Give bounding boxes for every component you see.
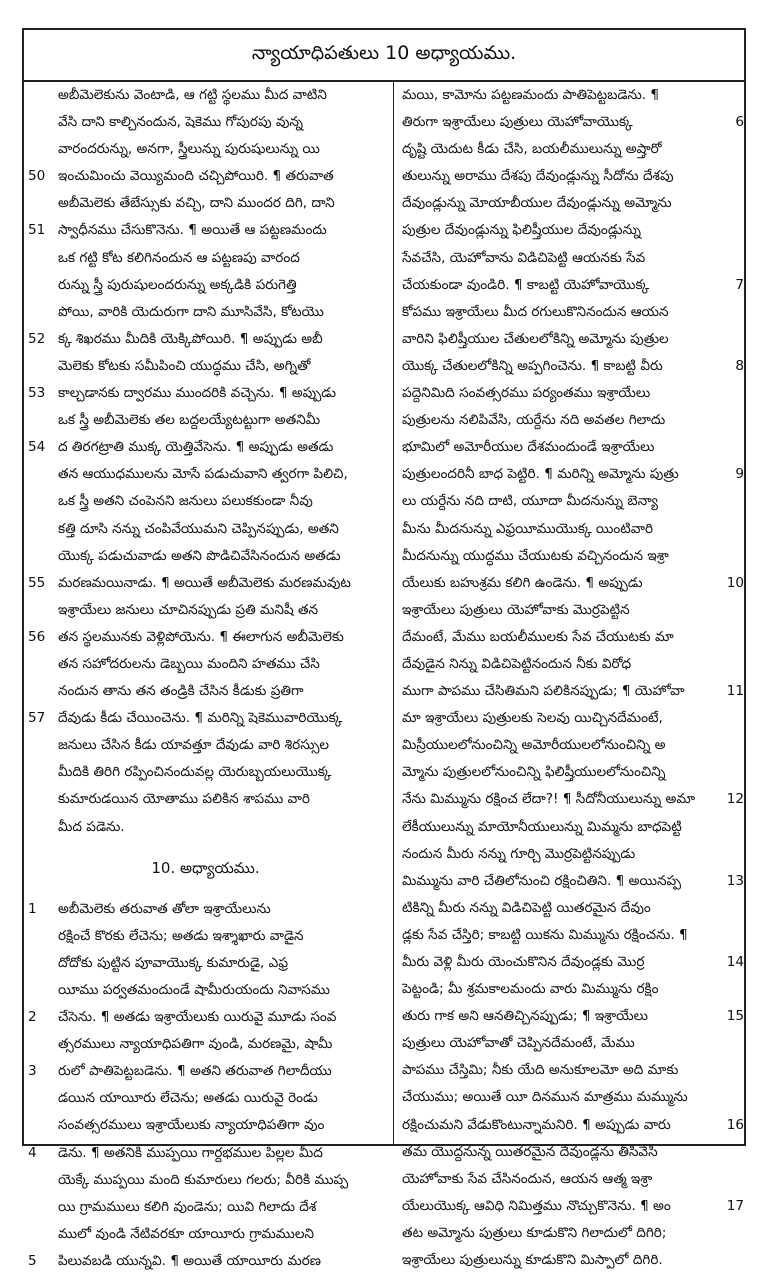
line-text: ద తిరగట్రాతి ముక్క యెత్తివేసెను. ¶ అప్పుడు అతడు	[58, 439, 334, 456]
line-text: యొక్క పడుచువాడు అతని పొడిచివేసినందున అతడు	[58, 547, 341, 564]
text-line	[24, 950, 393, 977]
line-text: ఇశ్రాయేలు పుత్రులు యెహోవాకు మొర్రపెట్టిన	[402, 601, 630, 618]
line-text: కుమారుడయిన యోతాము పలికిన శాపము వారి	[58, 791, 310, 808]
line-text: వారందరున్ను, అనగా, స్త్రీలున్ను పురుషులున్ను యి	[58, 141, 320, 158]
text-line	[24, 624, 393, 651]
verse-number: 5	[28, 1252, 37, 1269]
verse-number: 13	[726, 872, 744, 889]
text-line	[24, 299, 393, 326]
text-line	[24, 705, 393, 732]
left-column	[24, 82, 394, 1269]
text-line	[394, 1247, 746, 1274]
line-text: తమ యొద్దనున్న యితరమైన దేవుండ్లను తీసివేసి	[402, 1143, 658, 1160]
text-line	[24, 1085, 393, 1112]
right-column	[394, 82, 746, 1269]
text-line	[394, 488, 746, 515]
verse-number: 8	[735, 357, 744, 374]
page-title: న్యాయాధిపతులు 10 అధ్యాయము.	[251, 41, 517, 64]
line-text: తన స్థలమునకు వెళ్లిపోయెను. ¶ ఈలాగున అబీమెలెకు	[58, 628, 344, 645]
line-text: మీను మీదనున్ను ఎఫ్రయీముయొక్క యింటివారి	[402, 520, 654, 537]
text-line	[394, 326, 746, 353]
verse-number: 11	[726, 683, 744, 700]
line-text: అబీమెలెకు తరువాత తోలా ఇశ్రాయేలును	[58, 900, 271, 917]
line-text: దేవుడైన నిన్ను విడిచిపెట్టినందున నీకు విరోధ	[402, 655, 632, 672]
text-line	[394, 272, 746, 299]
line-text: డ్లకు సేవ చేస్తిరి; కాబట్టి యికను మిమ్మును రక్షించను. ¶	[402, 926, 688, 943]
text-line	[24, 923, 393, 950]
text-line	[24, 1248, 393, 1275]
text-line	[394, 786, 746, 813]
text-line	[394, 190, 746, 217]
line-text: తులున్ను అరాము దేశపు దేవుండ్లున్ను సీదోను దేశపు	[402, 168, 674, 185]
line-text: యేలుకు బహుశ్రమ కలిగి ఉండెను. ¶ అప్పుడు	[402, 574, 643, 591]
text-line	[394, 1193, 746, 1220]
verse-number: 53	[28, 385, 46, 402]
text-line	[24, 434, 393, 461]
text-line	[24, 136, 393, 163]
verse-number: 4	[28, 1144, 37, 1161]
text-line	[394, 624, 746, 651]
verse-number: 55	[28, 574, 46, 591]
line-text: నందున మీరు నన్ను గూర్చి మొర్రపెట్టినప్పుడు	[402, 845, 636, 862]
text-line	[394, 407, 746, 434]
verse-number: 2	[28, 1009, 37, 1026]
text-line	[394, 976, 746, 1003]
text-line	[394, 516, 746, 543]
line-text: తిరుగా ఇశ్రాయేలు పుత్రులు యెహోవాయొక్క	[402, 114, 633, 131]
text-line	[394, 759, 746, 786]
line-text: మయి, కామోను పట్టణమందు పాతిపెట్టబడెను. ¶	[402, 87, 660, 103]
verse-number: 14	[726, 954, 744, 970]
line-text: చేయుము; అయితే యీ దినమున మాత్రము మమ్మును	[402, 1089, 688, 1106]
verse-number: 57	[28, 710, 46, 727]
line-text: దోదోకు పుట్టిన పూవాయొక్క కుమారుడై, ఎఫ్ర	[58, 954, 289, 971]
verse-number: 12	[726, 791, 744, 808]
text-line	[394, 868, 746, 895]
line-text: యెహోవాకు సేవ చేసినందున, ఆయన ఆత్మ ఇశ్రా	[402, 1170, 653, 1187]
text-line	[24, 1167, 393, 1194]
line-text: స్వాధీనము చేసుకొనెను. ¶ అయితే ఆ పట్టణమందు	[58, 222, 327, 239]
text-line	[394, 949, 746, 976]
line-text: దేవుండ్లున్ను మోయాబీయుల దేవుండ్లున్ను అమ్మోను	[402, 195, 672, 212]
verse-number: 50	[28, 168, 46, 185]
line-text: రక్షించే కొరకు లేచెను; అతడు ఇశ్శాఖారు వాడైన	[58, 927, 304, 944]
line-text: ఒక గట్టి కోట కలిగినందున ఆ పట్టణపు వారంద	[58, 249, 300, 266]
line-text: డయిన యాయీరు లేచెను; అతడు యిరువై రెండు	[58, 1090, 318, 1107]
text-line	[24, 977, 393, 1004]
text-line	[394, 543, 746, 570]
text-line	[24, 353, 393, 380]
text-line	[394, 163, 746, 190]
verse-number: 51	[28, 222, 46, 239]
line-text: పుత్రులను నలిపివేసి, యర్దేను నది అవతల గిలాదు	[402, 412, 666, 429]
line-text: యెక్కే ముప్పయి మంది కుమారులు గలరు; వీరికి ముప్ప	[58, 1171, 349, 1188]
verse-number: 54	[28, 439, 46, 456]
text-line	[394, 82, 746, 109]
text-line	[394, 705, 746, 732]
line-text: డెను. ¶ అతనికి ముప్పయి గార్దభముల పిల్లల మీద	[58, 1144, 323, 1161]
text-line	[24, 543, 393, 570]
text-line	[24, 1194, 393, 1221]
text-line	[394, 1003, 746, 1030]
text-line	[394, 1139, 746, 1166]
text-line	[24, 488, 393, 515]
text-line	[394, 245, 746, 272]
line-text: తన ఆయుధములను మోసే పడుచువాని త్వరగా పిలిచి,	[58, 466, 348, 483]
text-line	[24, 597, 393, 624]
text-line	[394, 570, 746, 597]
line-text: దేమంటే, మేము బయలీములకు సేవ చేయుటకు మా	[402, 628, 674, 645]
text-line	[394, 651, 746, 678]
line-text: ఇశ్రాయేలు జనులు చూచినప్పుడు ప్రతి మనిషీ తన	[58, 601, 319, 618]
text-line	[394, 732, 746, 759]
text-line	[24, 516, 393, 543]
line-text: పుత్రుల దేవుండ్లున్ను ఫిలిష్తీయుల దేవుండ్లున్ను	[402, 222, 641, 239]
spacer	[24, 882, 393, 896]
line-text: మిస్రీయులలోనుంచిన్ని అమోరీయులలోనుంచిన్ని అ	[402, 737, 666, 754]
line-text: యి గ్రామములు కలిగి వుండెను; యివి గిలాదు దేశ	[58, 1198, 317, 1215]
verse-number: 52	[28, 330, 46, 347]
line-text: పోయి, వారికి యెదురుగా దాని మూసివేసి, కోటయొ	[58, 303, 324, 320]
text-line	[394, 1112, 746, 1139]
line-text: ఒక స్త్రీ అతని చంపెనని జనులు పలుకకుండా నీవు	[58, 493, 313, 510]
text-line	[24, 82, 393, 109]
text-line	[394, 380, 746, 407]
line-text: పుత్రులు యెహోవాతో చెప్పినదేమంటే, మేము	[402, 1035, 635, 1052]
line-text: చేసెను. ¶ అతడు ఇశ్రాయేలుకు యిరువై మూడు సంవ	[58, 1009, 337, 1026]
text-line	[24, 1058, 393, 1085]
text-line	[24, 1004, 393, 1031]
line-text: ఇశ్రాయేలు పుత్రులున్ను కూడుకొని మిస్పాలో దిగిరి.	[402, 1252, 663, 1269]
line-text: నేను మిమ్మును రక్షించ లేదా?! ¶ సీదోనీయులున్ను అమా	[402, 791, 696, 808]
text-line	[394, 922, 746, 949]
bible-page	[22, 28, 746, 1269]
text-line	[394, 1220, 746, 1247]
verse-number: 10	[726, 574, 744, 591]
verse-number: 56	[28, 628, 46, 645]
line-text: రున్ను స్త్రీ పురుషులందరున్ను అక్కడికి పరుగెత్తి	[58, 276, 297, 293]
text-line	[24, 109, 393, 136]
text-line	[24, 678, 393, 705]
text-line	[24, 896, 393, 923]
verse-number: 15	[726, 1008, 744, 1025]
text-line	[394, 1166, 746, 1193]
text-line	[24, 1031, 393, 1058]
text-line	[24, 272, 393, 299]
verse-number: 1	[28, 900, 37, 917]
text-line	[24, 326, 393, 353]
line-text: తట అమ్మోను పుత్రులు కూడుకొని గిలాదులో దిగిరి;	[402, 1224, 667, 1241]
text-line	[24, 380, 393, 407]
text-line	[394, 299, 746, 326]
line-text: దృష్టి యెదుట కీడు చేసి, బయలీములున్ను అష్తారో	[402, 141, 662, 158]
text-line	[24, 570, 393, 597]
text-line	[394, 841, 746, 868]
text-line	[394, 678, 746, 705]
text-line	[24, 732, 393, 759]
line-text: అబీమెలెకు తేబేస్సుకు వచ్చి, దాని ముందర దిగి, దాని	[58, 195, 335, 212]
line-text: సేవచేసి, యెహోవాను విడిచిపెట్టి ఆయనకు సేవ	[402, 249, 646, 266]
line-text: కాల్చడానకు ద్వారము ముందరికి వచ్చెను. ¶ అప్పుడు	[58, 385, 337, 402]
line-text: ఇంచుమించు వెయ్యిమంది చచ్చిపోయిరి. ¶ తరువాత	[58, 168, 334, 185]
line-text: చేయకుండా వుండిరి. ¶ కాబట్టి యెహోవాయొక్క	[402, 276, 650, 293]
line-text: జనులు చేసిన కీడు యావత్తూ దేవుడు వారి శిరస్సుల	[58, 737, 330, 754]
verse-number: 16	[726, 1116, 744, 1133]
text-line	[24, 461, 393, 488]
line-text: త్సరములు న్యాయాధిపతిగా వుండి, మరణమై, షామీ	[58, 1036, 333, 1053]
line-text: మా ఇశ్రాయేలు పుత్రులకు సెలవు యిచ్చినదేమంటే,	[402, 710, 663, 727]
text-line	[394, 461, 746, 488]
line-text: అబీమెలెకును వెంటాడి, ఆ గట్టి స్థలము మీద వాటిని	[58, 87, 327, 103]
line-text: తురు గాక అని ఆనతిచ్చినప్పుడు; ¶ ఇశ్రాయేలు	[402, 1008, 648, 1025]
page-header	[24, 30, 744, 82]
verse-number: 17	[726, 1197, 744, 1214]
line-text: పాపము చేస్తిమి; నీకు యేది అనుకూలమో అది మాకు	[402, 1062, 679, 1079]
verse-number: 7	[735, 276, 744, 293]
line-text: మీదికి తిరిగి రప్పించినందువల్ల యెరుబ్బయలుయొక్క	[58, 764, 332, 781]
line-text: లు యర్దేను నది దాటి, యూదా మీదనున్ను బెన్యా	[402, 493, 658, 510]
text-line	[24, 245, 393, 272]
text-line	[24, 163, 393, 190]
line-text: యేలుయొక్క ఆవిధి నిమిత్తము నొచ్చుకొనెను. ¶ అం	[402, 1197, 671, 1214]
line-text: భూమిలో అమోరీయుల దేశమందుండే ఇశ్రాయేలు	[402, 439, 655, 456]
line-text: మరణమయినాడు. ¶ అయితే అబీమెలెకు మరణమవుట	[58, 574, 351, 591]
line-text: మెలెకు కోటకు సమీపించి యుద్ధము చేసి, అగ్నితో	[58, 357, 311, 374]
text-line	[394, 136, 746, 163]
line-text: పద్దెనిమిది సంవత్సరము పర్యంతము ఇశ్రాయేలు	[402, 385, 651, 402]
line-text: కోపము ఇశ్రాయేలు మీద రగులుకొనినందున ఆయన	[402, 303, 669, 320]
text-line	[24, 1221, 393, 1248]
line-text: నందున తాను తన తండ్రికి చేసిన కీడుకు ప్రతిగా	[58, 683, 304, 700]
line-text: రులో పాతిపెట్టబడెను. ¶ అతని తరువాత గిలాదీయు	[58, 1063, 332, 1080]
text-line	[24, 814, 393, 841]
chapter-heading: 10. అధ్యాయము.	[151, 858, 260, 877]
text-line	[394, 217, 746, 244]
line-text: మిమ్మును వారి చేతిలోనుంచి రక్షించితిని. ¶ అయినప్ప	[402, 872, 682, 889]
line-text: ముగా పాపము చేసితిమని పలికినప్పుడు; ¶ యెహోవా	[402, 683, 685, 700]
verse-number: 9	[735, 466, 744, 483]
verse-number: 3	[28, 1063, 37, 1080]
text-line	[394, 597, 746, 624]
text-line	[24, 759, 393, 786]
line-text: రక్షించుమని వేడుకొంటున్నామనిరి. ¶ అప్పుడు వారు	[402, 1116, 671, 1133]
text-line	[394, 109, 746, 136]
text-line	[394, 895, 746, 922]
line-text: మీదనున్ను యుద్ధము చేయుటకు వచ్చినందున ఇశ్రా	[402, 547, 669, 564]
text-line	[394, 1057, 746, 1084]
line-text: పెట్టండి; మీ శ్రమకాలమందు వారు మిమ్మును రక్షిం	[402, 981, 659, 998]
line-text: ములో వుండి నేటివరకూ యాయీరు గ్రామములని	[58, 1225, 315, 1242]
line-text: వేసి దాని కాల్చినందున, షెకెము గోపురపు వున్న	[58, 114, 303, 131]
text-line	[394, 814, 746, 841]
line-text: సంవత్సరములు ఇశ్రాయేలుకు న్యాయాధిపతిగా వుం	[58, 1117, 325, 1134]
text-line	[394, 1084, 746, 1111]
text-line	[394, 1030, 746, 1057]
verse-number: 6	[735, 114, 744, 131]
line-text: టికిన్ని మీరు నన్ను విడిచిపెట్టి యితరమైన దేవుం	[402, 899, 651, 916]
line-text: కత్తి దూసి నన్ను చంపివేయుమని చెప్పినప్పుడు, అతని	[58, 520, 339, 537]
line-text: పిలువబడి యున్నవి. ¶ అయితే యాయీరు మరణ	[58, 1252, 321, 1269]
line-text: మీరు వెళ్లి మీరు యెంచుకొనిన దేవుండ్లకు మొర్ర	[402, 954, 645, 970]
text-line	[24, 651, 393, 678]
line-text: యీము పర్వతమందుండే షామీరుయందు నివాసము	[58, 982, 330, 998]
text-line	[24, 217, 393, 244]
line-text: యొక్క చేతులలోకిన్ని అప్పగించెను. ¶ కాబట్టి వీరు	[402, 357, 663, 374]
line-text: దేవుడు కీడు చేయించెను. ¶ మరిన్ని షెకెమువారియొక్క	[58, 710, 343, 727]
line-text: క్క శిఖరము మీదికి యెక్కిపోయిరి. ¶ అప్పుడు అబీ	[58, 330, 323, 347]
text-line	[24, 1140, 393, 1167]
line-text: ఒక స్త్రీ అబీమెలెకు తల బద్దలయ్యేటట్టుగా అతనిమీ	[58, 412, 321, 429]
line-text: పుత్రులందరినీ బాధ పెట్టిరి. ¶ మరిన్ని అమ్మోను పుత్రు	[402, 466, 679, 483]
text-line	[394, 353, 746, 380]
spacer	[24, 841, 393, 855]
line-text: తన సహోదరులను డెబ్బయి మందిని హతము చేసి	[58, 655, 320, 672]
text-line	[394, 434, 746, 461]
text-line	[24, 190, 393, 217]
text-line	[24, 407, 393, 434]
text-line	[24, 786, 393, 813]
line-text: వారిని ఫిలిష్తీయుల చేతులలోకిన్ని అమ్మోను పుత్రుల	[402, 330, 669, 347]
text-line	[24, 1112, 393, 1139]
line-text: లేకీయులున్ను మాయోనీయులున్ను మిమ్మను బాధపెట్టి	[402, 818, 682, 835]
line-text: మ్మోను పుత్రులలోనుంచిన్ని ఫిలిష్తీయులలోనుంచిన్ని	[402, 764, 666, 781]
line-text: మీద పడెను.	[58, 818, 125, 835]
